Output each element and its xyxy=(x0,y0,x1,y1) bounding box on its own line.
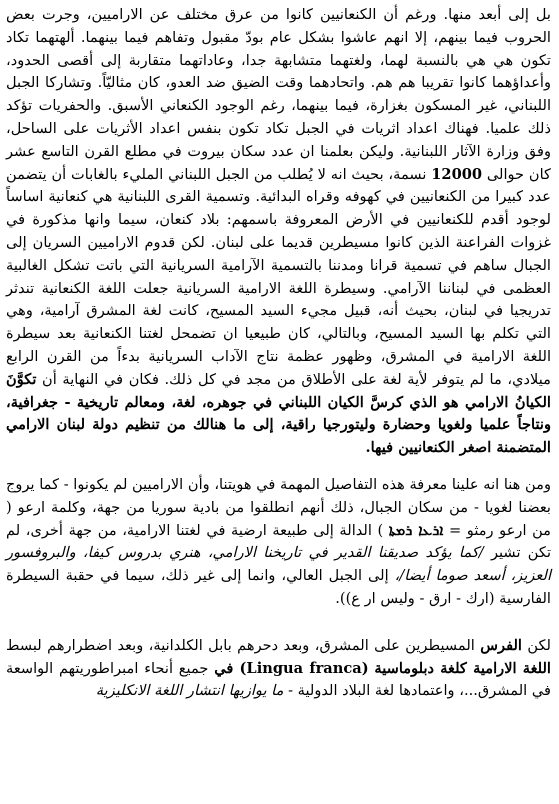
paragraph-1-text-b: نسمة، بحيث انه لا يُطلب من الجبل اللبناني المليء بالغابات أن يتضمن عدد كبيرا من الكنعانيين في كهوفه وقراه البدائية. وتسمية القرى اللبنانية هي كنعانية اساساً لوجود أقدم للكنعانيين في الأرض المعروفة باسمهم: بلاد كنعان، سيما وانها مذكورة في غزوات الفراعنة الذين كانوا مسيطرين قديما على لبنان. لكن قدوم الاراميين السريان إلى الجبال ساهم في تسمية قرانا ومدننا بالتسمية الآرامية السريانية التي باتت تشكل الغالبية العظمى في لبناننا الآرامي. وسيطرة اللغة الارامية السريانية جعلت اللغة الكنعانية تندثر تدريجيا في لبنان، بحيث أنه، قبيل مجيء السيد المسيح، كانت لغة المشرق آرامية، وهي التي تكلم بها السيد المسيح، وبالتالي، كان طبيعيا ان تضمحل لغتنا الكنعانية بعد سيطرة اللغة الارامية في المشرق، وظهور عظمة نتاج الآداب السريانية بدءاً من القرن الرابع ميلادي، ما لم يتوفر لأية لغة على الأطلاق من مجد في كل ذلك. فكان في النهاية أن xyxy=(6,165,551,388)
paragraph-spacer xyxy=(6,611,551,635)
paragraph-aramean-canaanite-history xyxy=(6,4,551,460)
paragraph-3-text-b: المسيطرين على المشرق، وبعد دحرهم بابل الكلدانية، وبعد اضطرارهم لبسط xyxy=(6,636,481,654)
aramaic-diplomatic-bold: اللغة الارامية كلغة دبلوماسية xyxy=(374,659,551,677)
persians-bold: الفرس xyxy=(480,636,522,654)
paragraph-2-text-b: ) الدالة إلى طبيعة ارضية في لغتنا الارامية، من جهة أخرى، لم تكن تشير xyxy=(6,521,552,562)
paragraph-1-bold-conclusion: تكوَّنَ الكيانُ الارامي هو الذي كرسَّ الكيان اللبناني في جوهره، لغة، ومعالم تاريخية - جغرافية، ونتاجاً علميا ولغويا وحضارة وليتورجيا راقية، إلى ما هنالك من تنظيم دولة لبنان الارامي المتضمنة اصغر الكنعانيين فيها. xyxy=(6,370,551,457)
population-number: 12000 xyxy=(431,165,483,183)
paragraph-3-text-c: جميع أنحاء امبراطوريتهم الواسعة في المشرق...، واعتمادها لغة البلاد الدولية - xyxy=(6,659,551,700)
paragraph-3-bold-in: في xyxy=(214,659,240,677)
paragraph-1-text-a: بل إلى أبعد منها. ورغم أن الكنعانيين كانوا من عرق مختلف عن الاراميين، وجرت بعض الحروب فيما بينهم، إلا انهم عاشوا بشكل عام بودّ مقبول وتفاهم فيما بينهما. ألهتهما تكاد تكون هي هي بالنسبة لهما، ولغتهما متشابهة جدا، وعاداتهما متقاربة إلى أقصى الحدود، وأعداؤهما كانوا تقريبا هم هم. واتحادهما وقت الضيق ضد العدو، كان مثاليّاً. وتشاركا الجبل اللبناني، غير المسكون بغزارة، فيما بينهما، رغم الوجود الكنعاني الأسبق. والحفريات تؤكد ذلك علميا. فهناك اعداد اثريات في الجبل تكاد تكون بنفس اعداد الأثريات على الساحل، وفق وزارة الآثار اللبنانية. وليكن بعلمنا ان عدد سكان بيروت في مطلع القرن التاسع عشر كان حوالى xyxy=(6,6,551,183)
paragraph-2-text-c: إلى الجبل العالي، وانما إلى غير ذلك، سيما في حقبة السيطرة الفارسية (ارك - ارق - وليس ار ع)). xyxy=(6,567,551,607)
paragraph-3-italic-english: ما يوازيها انتشار اللغة الانكليزية xyxy=(95,682,284,700)
syriac-word: ܐܪܥܐ ܪܡܬܐ xyxy=(388,521,444,539)
paragraph-spacer xyxy=(6,460,551,474)
paragraph-2-italic-citation: /كما يؤكد صديقنا القدير في تاريخنا الارامي، هنري بدروس كيفا، والبروفسور العزيز، أسعد صوما أيضا/، xyxy=(6,544,552,585)
lingua-franca-term: (Lingua franca) xyxy=(239,659,369,677)
paragraph-aramean-identity xyxy=(6,474,551,611)
paragraph-persian-lingua-franca xyxy=(6,635,551,703)
paragraph-2-text-a: ومن هنا انه علينا معرفة هذه التفاصيل المهمة في هويتنا، وأن الاراميين لم يكونوا - كما يروج بعضنا لغويا - من سكان الجبال، ذلك أنهم انطلقوا من بادية سوريا من جهة، وكلمة ارعو ( من ارعو رمثو = xyxy=(6,475,552,539)
paragraph-3-text-a: لكن xyxy=(521,636,551,654)
